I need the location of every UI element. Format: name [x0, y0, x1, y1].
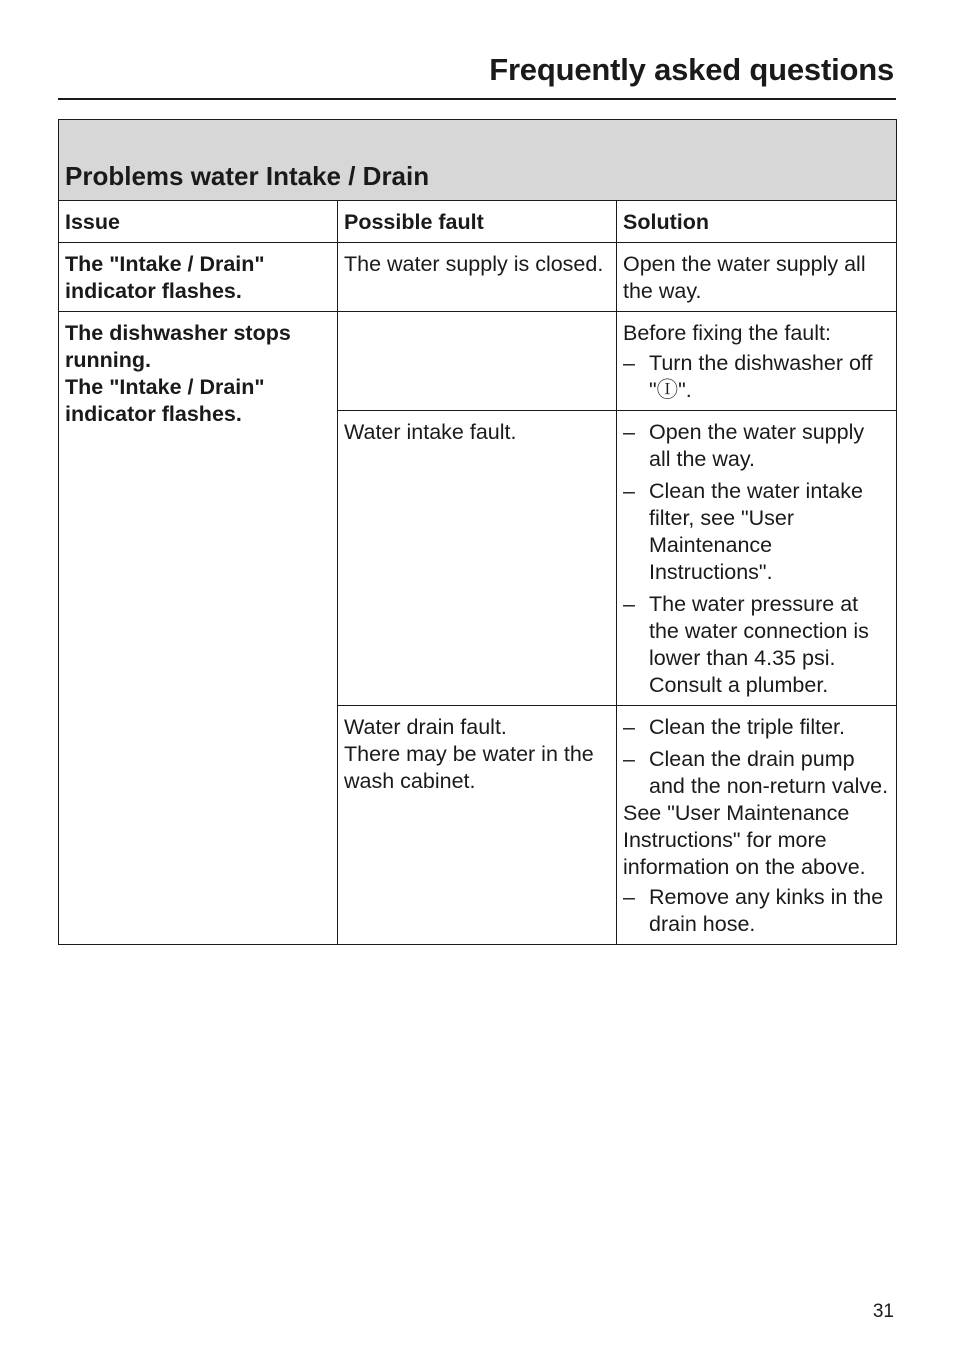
solution-list — [623, 714, 890, 800]
issue-line: indicator flashes. — [65, 279, 242, 303]
list-item: – The water pressure at the water connection is lower than 4.35 psi. Consult a plumber. — [623, 591, 890, 699]
title-divider — [58, 98, 896, 100]
column-header-issue: Issue — [59, 201, 338, 243]
fault-cell: The water supply is closed. — [338, 243, 617, 312]
fault-line: Water drain fault. — [344, 715, 507, 739]
list-item: – Remove any kinks in the drain hose. — [623, 884, 890, 938]
issue-cell — [59, 312, 338, 945]
list-item: – Turn the dishwasher off "Ⓘ". — [623, 350, 890, 404]
page-number: 31 — [872, 1301, 894, 1322]
solution-cell — [617, 312, 897, 411]
list-item: – Open the water supply all the way. — [623, 419, 890, 473]
list-item: – Clean the triple filter. — [623, 714, 890, 741]
fault-cell — [338, 312, 617, 411]
issue-cell — [59, 243, 338, 312]
column-header-possible-fault: Possible fault — [338, 201, 617, 243]
fault-line: There may be water in the wash cabinet. — [344, 742, 594, 793]
faq-table — [58, 119, 897, 945]
solution-note: See "User Maintenance Instructions" for more information on the above. — [623, 801, 866, 879]
solution-list — [623, 419, 890, 699]
page-title: Frequently asked questions — [489, 52, 894, 87]
column-header-solution: Solution — [617, 201, 897, 243]
issue-line: The "Intake / Drain" indicator flashes. — [65, 375, 265, 426]
solution-cell — [617, 411, 897, 706]
issue-line: The "Intake / Drain" — [65, 252, 265, 276]
column-header-row — [59, 201, 897, 243]
list-item: – Clean the drain pump and the non-return valve. — [623, 746, 890, 800]
table-row — [59, 312, 897, 411]
list-item: – Clean the water intake filter, see "User Maintenance Instructions". — [623, 478, 890, 586]
section-header: Problems water Intake / Drain — [59, 120, 897, 201]
table-row — [59, 243, 897, 312]
fault-cell — [338, 706, 617, 945]
solution-list — [623, 350, 890, 404]
solution-cell: Open the water supply all the way. — [617, 243, 897, 312]
solution-list — [623, 884, 890, 938]
solution-cell — [617, 706, 897, 945]
solution-intro: Before fixing the fault: — [623, 321, 831, 345]
fault-cell: Water intake fault. — [338, 411, 617, 706]
issue-line: The dishwasher stops running. — [65, 321, 291, 372]
